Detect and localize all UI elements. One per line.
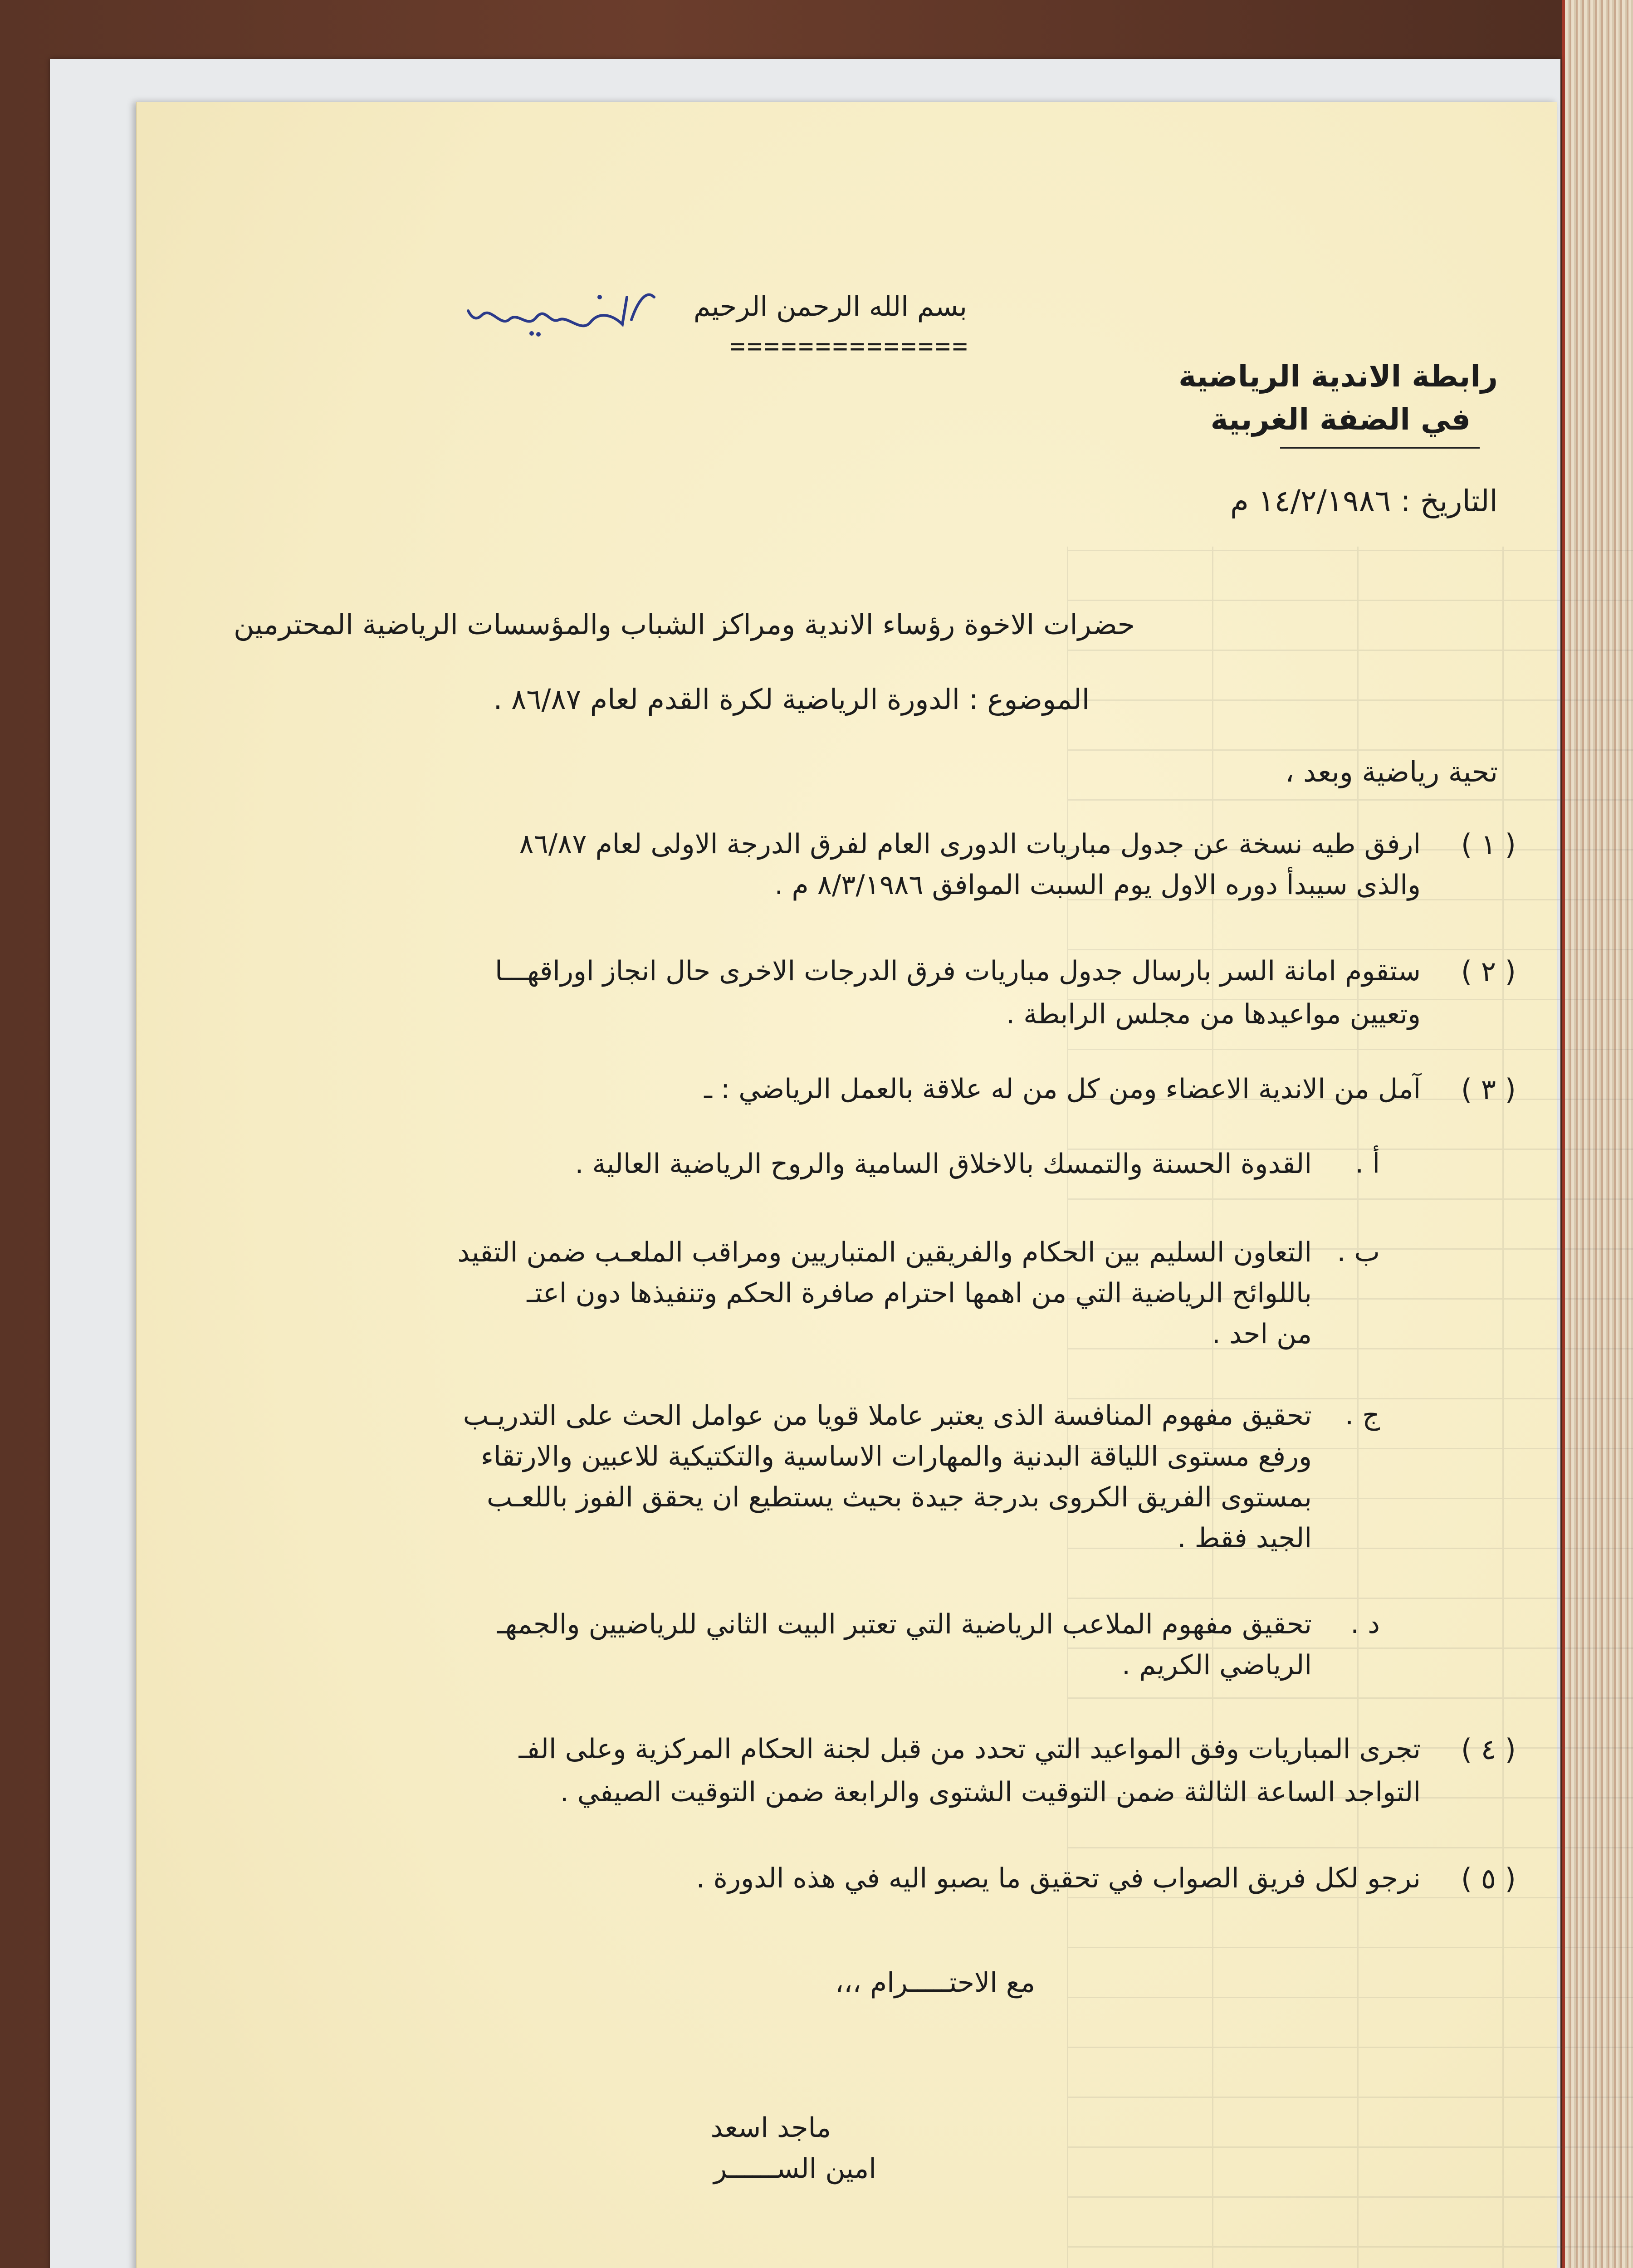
greeting: تحية رياضية وبعد ، (1285, 755, 1498, 788)
item-line: آمل من الاندية الاعضاء ومن كل من له علاقة بالعمل الرياضي : ـ (704, 1073, 1421, 1105)
item-number: ( ٢ ) (1461, 955, 1516, 988)
item-line: وتعيين مواعيدها من مجلس الرابطة . (1006, 998, 1421, 1030)
org-name-line2: في الضفة الغربية (1210, 402, 1471, 437)
subitem-letter: أ . (1355, 1148, 1380, 1179)
subitem-line: القدوة الحسنة والتمسك بالاخلاق السامية والروح الرياضية العالية . (575, 1148, 1312, 1180)
subitem-line: باللوائح الرياضية التي من اهمها احترام صافرة الحكم وتنفيذها دون اعتـ (527, 1277, 1312, 1309)
subitem-line: من احد . (1212, 1318, 1312, 1350)
addressee: حضرات الاخوة رؤساء الاندية ومراكز الشباب والمؤسسات الرياضية المحترمين (234, 608, 1135, 641)
item-number: ( ٤ ) (1461, 1733, 1516, 1766)
basmala: بسم الله الرحمن الرحيم (693, 291, 967, 323)
item-line: تجرى المباريات وفق المواعيد التي تحدد من قبل لجنة الحكام المركزية وعلى الفـ (518, 1733, 1421, 1765)
item-line: نرجو لكل فريق الصواب في تحقيق ما يصبو اليه في هذه الدورة . (696, 1862, 1421, 1894)
item-line: التواجد الساعة الثالثة ضمن التوقيت الشتوى والرابعة ضمن التوقيت الصيفي . (560, 1776, 1421, 1808)
subitem-line: الرياضي الكريم . (1121, 1649, 1312, 1681)
item-number: ( ٣ ) (1461, 1073, 1516, 1106)
signatory-title: امين الســــــر (714, 2153, 876, 2185)
subitem-line: ورفع مستوى اللياقة البدنية والمهارات الاساسية والتكتيكية للاعبين والارتقاء (480, 1441, 1312, 1472)
subitem-letter: ب . (1337, 1236, 1380, 1268)
subitem-line: تحقيق مفهوم الملاعب الرياضية التي تعتبر البيت الثاني للرياضيين والجمهـ (497, 1608, 1312, 1640)
subitem-letter: ج . (1345, 1399, 1380, 1431)
basmala-underline: ============== (729, 332, 969, 361)
page-edges (1562, 0, 1633, 2268)
item-line: ستقوم امانة السر بارسال جدول مباريات فرق الدرجات الاخرى حال انجاز اوراقهـــا (494, 955, 1421, 987)
subitem-line: الجيد فقط . (1177, 1522, 1312, 1554)
letter-date: التاريخ : ١٤/٢/١٩٨٦ م (1230, 484, 1498, 518)
item-line: والذى سيبدأ دوره الاول يوم السبت الموافق ٨/٣/١٩٨٦ م . (774, 869, 1421, 901)
item-number: ( ٥ ) (1461, 1862, 1516, 1895)
subitem-line: تحقيق مفهوم المنافسة الذى يعتبر عاملا قويا من عوامل الحث على التدريـب (463, 1400, 1312, 1432)
org-underline (1280, 447, 1480, 449)
subitem-letter: د . (1350, 1608, 1380, 1640)
item-line: ارفق طيه نسخة عن جدول مباريات الدورى العام لفرق الدرجة الاولى لعام ٨٦/٨٧ (519, 828, 1421, 860)
signatory-name: ماجد اسعد (710, 2112, 831, 2144)
closing-line: مع الاحتـــــرام ،،، (835, 1967, 1035, 1999)
subject-line: الموضوع : الدورة الرياضية لكرة القدم لعام ٨٦/٨٧ . (493, 683, 1090, 716)
handwritten-note (464, 279, 663, 347)
item-number: ( ١ ) (1461, 828, 1516, 861)
org-name-line1: رابطة الاندية الرياضية (1178, 359, 1498, 394)
subitem-line: بمستوى الفريق الكروى بدرجة جيدة بحيث يستطيع ان يحقق الفوز باللعـب (487, 1481, 1312, 1513)
letter-page (136, 102, 1557, 2268)
subitem-line: التعاون السليم بين الحكام والفريقين المتباريين ومراقب الملعـب ضمن التقيد (457, 1237, 1312, 1268)
